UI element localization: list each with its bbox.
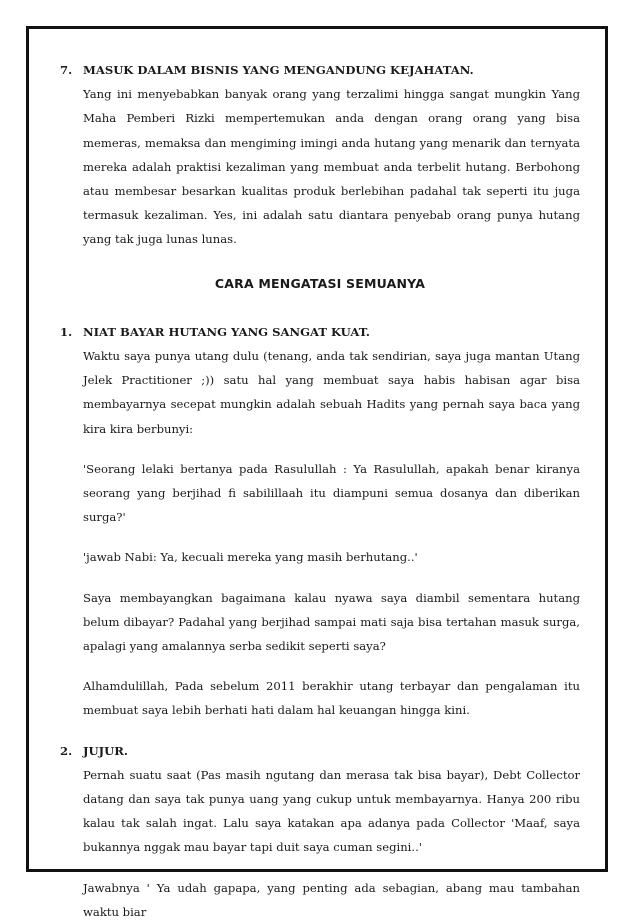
item-heading: MASUK DALAM BISNIS YANG MENGANDUNG KEJAHATAN.	[83, 63, 474, 77]
list-item-2	[60, 739, 580, 924]
item-number: 7.	[60, 63, 73, 77]
list-item-1	[60, 320, 580, 723]
section-title: CARA MENGATASI SEMUANYA	[214, 275, 426, 291]
paragraph: Alhamdulillah, Pada sebelum 2011 berakhir utang terbayar dan pengalaman itu membuat saya lebih berhati hati dalam hal keuangan hingga kini.	[83, 679, 580, 718]
item-number: 1.	[60, 324, 73, 339]
paragraph: Pernah suatu saat (Pas masih ngutang dan merasa tak bisa bayar), Debt Collector datang dan saya tak punya uang yang cukup untuk membayarnya. Hanya 200 ribu kalau tak salah ingat. Lalu saya katakan apa adanya pada Collector 'Maaf, saya bukannya nggak mau bayar tapi duit saya cuman segini..'	[83, 767, 580, 855]
paragraph: Saya membayangkan bagaimana kalau nyawa saya diambil sementara hutang belum dibayar? Padahal yang berjihad sampai mati saja bisa tertahan masuk surga, apalagi yang amalannya serba sedikit seperti saya?	[83, 590, 580, 654]
paragraph: Waktu saya punya utang dulu (tenang, anda tak sendirian, saya juga mantan Utang Jelek Practitioner ;)) satu hal yang membuat saya habis habisan agar bisa membayarnya secepat mungkin adalah sebuah Hadits yang pernah saya baca yang kira kira berbunyi:	[83, 349, 580, 436]
item-heading: NIAT BAYAR HUTANG YANG SANGAT KUAT.	[83, 324, 370, 339]
paragraph: 'jawab Nabi: Ya, kecuali mereka yang masih berhutang..'	[83, 550, 418, 565]
paragraph: Jawabnya ' Ya udah gapapa, yang penting ada sebagian, abang mau tambahan waktu biar	[83, 880, 580, 919]
paragraph: 'Seorang lelaki bertanya pada Rasulullah : Ya Rasulullah, apakah benar kiranya seorang yang berjihad fi sabilillaah itu diampuni semua dosanya dan diberikan surga?'	[83, 461, 580, 525]
document-content	[60, 58, 580, 924]
paragraph: Yang ini menyebabkan banyak orang yang terzalimi hingga sangat mungkin Yang Maha Pemberi Rizki mempertemukan anda dengan orang orang yang bisa memeras, memaksa dan mengiming imingi anda hutang yang menarik dan ternyata mereka adalah praktisi kezaliman yang membuat anda terbelit hutang. Berbohong atau membesar besarkan kualitas produk berlebihan padahal tak seperti itu juga termasuk kezaliman. Yes, ini adalah satu diantara penyebab orang punya hutang yang tak juga lunas lunas.	[83, 87, 580, 247]
item-number: 2.	[60, 743, 73, 758]
item-heading: JUJUR.	[83, 743, 128, 758]
list-item-7	[60, 58, 580, 252]
